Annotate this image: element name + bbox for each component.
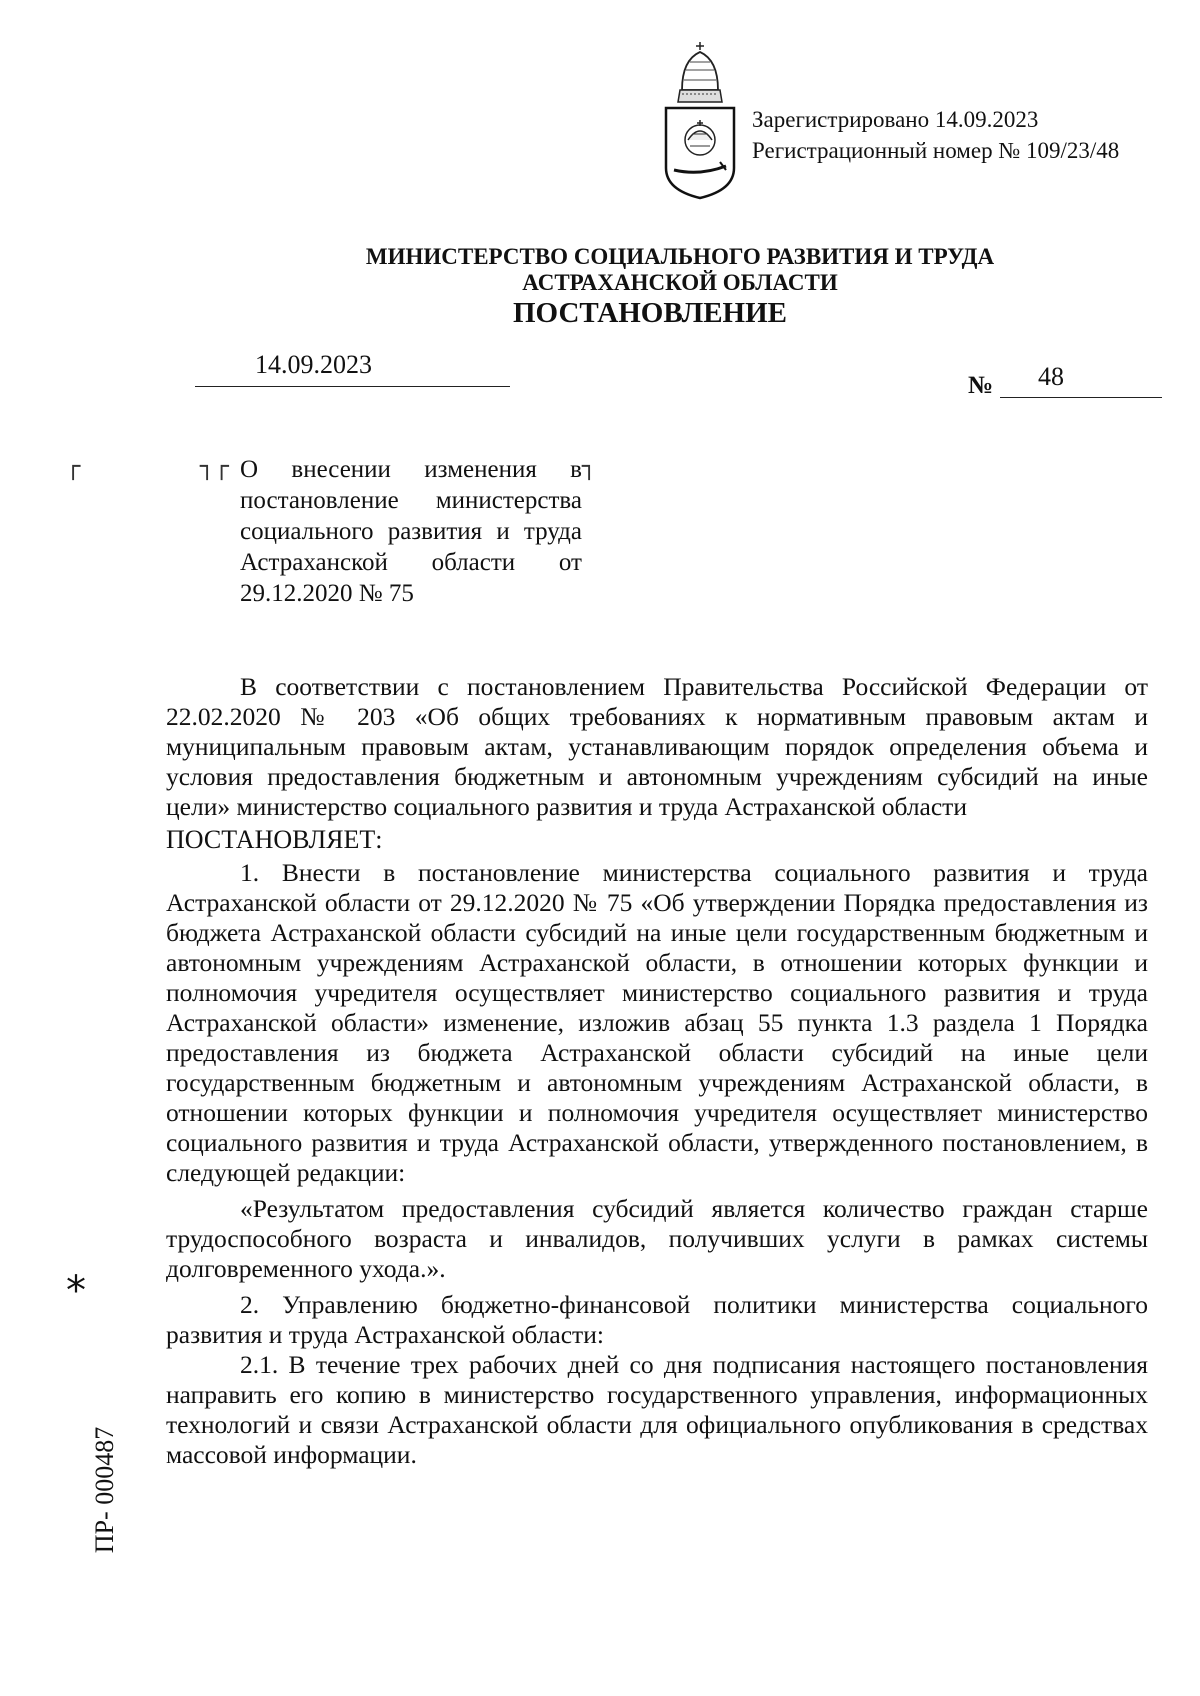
quoted-amendment-paragraph: «Результатом предоставления субсидий является количество граждан старше трудоспособного возраста и инвалидов, получивших услуги в рамках системы долговременного ухода.».: [166, 1194, 1148, 1283]
registration-date: Зарегистрировано 14.09.2023: [752, 107, 1039, 132]
coat-of-arms-icon: [660, 40, 740, 200]
serial-number: ПР- 000487: [90, 1426, 119, 1554]
date-underline: [195, 386, 510, 387]
document-type-title: ПОСТАНОВЛЕНИЕ: [512, 297, 787, 329]
asterisk-mark: *: [66, 1268, 86, 1314]
item-2-paragraph: 2. Управлению бюджетно-финансовой политики министерства социального развития и труда Астраханской области:: [166, 1290, 1148, 1349]
subject-text: О внесении изменения в постановление министерства социального развития и труда Астраханской области от 29.12.2020 № 75: [240, 456, 582, 607]
number-label: №: [968, 372, 994, 399]
registration-stamp: [752, 104, 1119, 166]
ministry-name-line2: АСТРАХАНСКОЙ ОБЛАСТИ: [522, 270, 838, 295]
document-subject: [240, 454, 582, 609]
resolves-heading: ПОСТАНОВЛЯЕТ:: [166, 825, 383, 854]
ministry-name-line1: МИНИСТЕРСТВО СОЦИАЛЬНОГО РАЗВИТИЯ И ТРУДА: [365, 244, 995, 269]
document-number: 48: [1038, 362, 1064, 391]
corner-mark-icon: ┌: [66, 452, 81, 480]
number-underline: [1000, 397, 1162, 398]
serial-number-margin: [60, 1380, 150, 1600]
preamble-paragraph: В соответствии с постановлением Правительства Российской Федерации от 22.02.2020 № 203 «Об общих требованиях к нормативным правовым актам и муниципальным правовым актам, устанавливающим порядок определения объема и условия предоставления бюджетным и автономным учреждениям субсидий на иные цели» министерство социального развития и труда Астраханской области: [166, 672, 1148, 821]
document-body: [166, 672, 1148, 1470]
ministry-heading: [0, 244, 1200, 296]
item-1-paragraph: 1. Внести в постановление министерства социального развития и труда Астраханской области от 29.12.2020 № 75 «Об утверждении Порядка предоставления из бюджета Астраханской области субсидий на иные цели государственным бюджетным и автономным учреждениям Астраханской области, в отношении которых функции и полномочия учредителя осуществляет министерство социального развития и труда Астраханской области» изменение, изложив абзац 55 пункта 1.3 раздела 1 Порядка предоставления из бюджета Астраханской области субсидий на иные цели государственным бюджетным и автономным учреждениям Астраханской области, в отношении которых функции и полномочия учредителя осуществляет министерство социального развития и труда Астраханской области, утвержденного постановлением, в следующей редакции:: [166, 858, 1148, 1187]
item-2-1-paragraph: 2.1. В течение трех рабочих дней со дня подписания настоящего постановления направить его копию в министерство государственного управления, информационных технологий и связи Астраханской области для официального опубликования в средствах массовой информации.: [166, 1350, 1148, 1469]
corner-mark-icon: ┐┌: [200, 452, 229, 480]
corner-mark-icon: ┐: [582, 452, 597, 480]
document-date: 14.09.2023: [255, 350, 372, 379]
registration-number: Регистрационный номер № 109/23/48: [752, 138, 1120, 163]
